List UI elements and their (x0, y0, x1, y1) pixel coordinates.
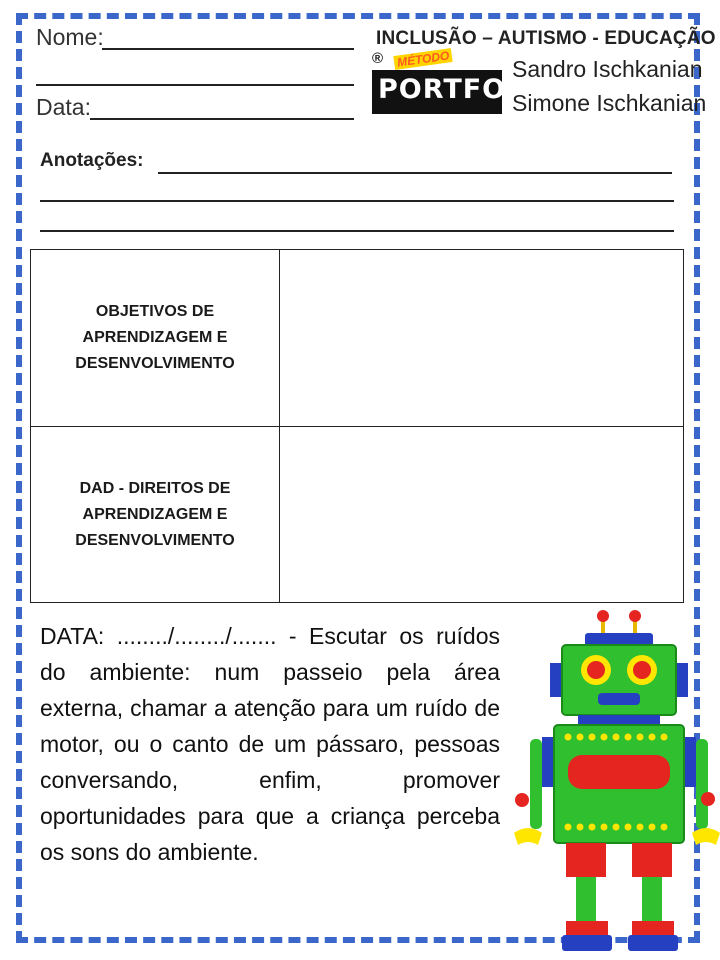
nome-label: Nome: (36, 24, 104, 50)
registered-mark: ® (372, 50, 384, 67)
brand-title: INCLUSÃO – AUTISMO - EDUCAÇÃO (376, 28, 716, 49)
brand-block (372, 24, 716, 124)
anotacoes-label: Anotações: (40, 150, 144, 171)
objetivos-heading: OBJETIVOS DE APRENDIZAGEM E DESENVOLVIMENTO (31, 250, 280, 427)
author-2: Simone Ischkanian (512, 90, 707, 116)
anotacoes-line-2[interactable] (40, 200, 674, 202)
logo-metodo-text: MÉTODO (393, 48, 453, 70)
author-1: Sandro Ischkanian (512, 56, 703, 82)
objectives-table (30, 249, 684, 603)
anotacoes-line-3[interactable] (40, 230, 674, 232)
table-row (31, 427, 684, 603)
dad-content-cell[interactable] (280, 427, 684, 603)
objetivos-content-cell[interactable] (280, 250, 684, 427)
activity-text: DATA: ......../......../....... - Escutar os ruídos do ambiente: num passeio pela área externa, chamar a atenção para um ruído de motor, ou o canto de um pássaro, pessoas conversando, enfim, promover oportunidades para que a criança perceba os sons do ambiente. (40, 623, 500, 865)
logo-main-text: PORTFOLIO (378, 74, 560, 105)
dad-heading: DAD - DIREITOS DE APRENDIZAGEM E DESENVOLVIMENTO (31, 427, 280, 603)
data-line[interactable] (90, 118, 354, 120)
robot-illustration (510, 605, 720, 955)
nome-line-2[interactable] (36, 84, 354, 86)
anotacoes-line-1[interactable] (158, 172, 672, 174)
table-row (31, 250, 684, 427)
data-label: Data: (36, 94, 91, 120)
nome-line[interactable] (102, 48, 354, 50)
